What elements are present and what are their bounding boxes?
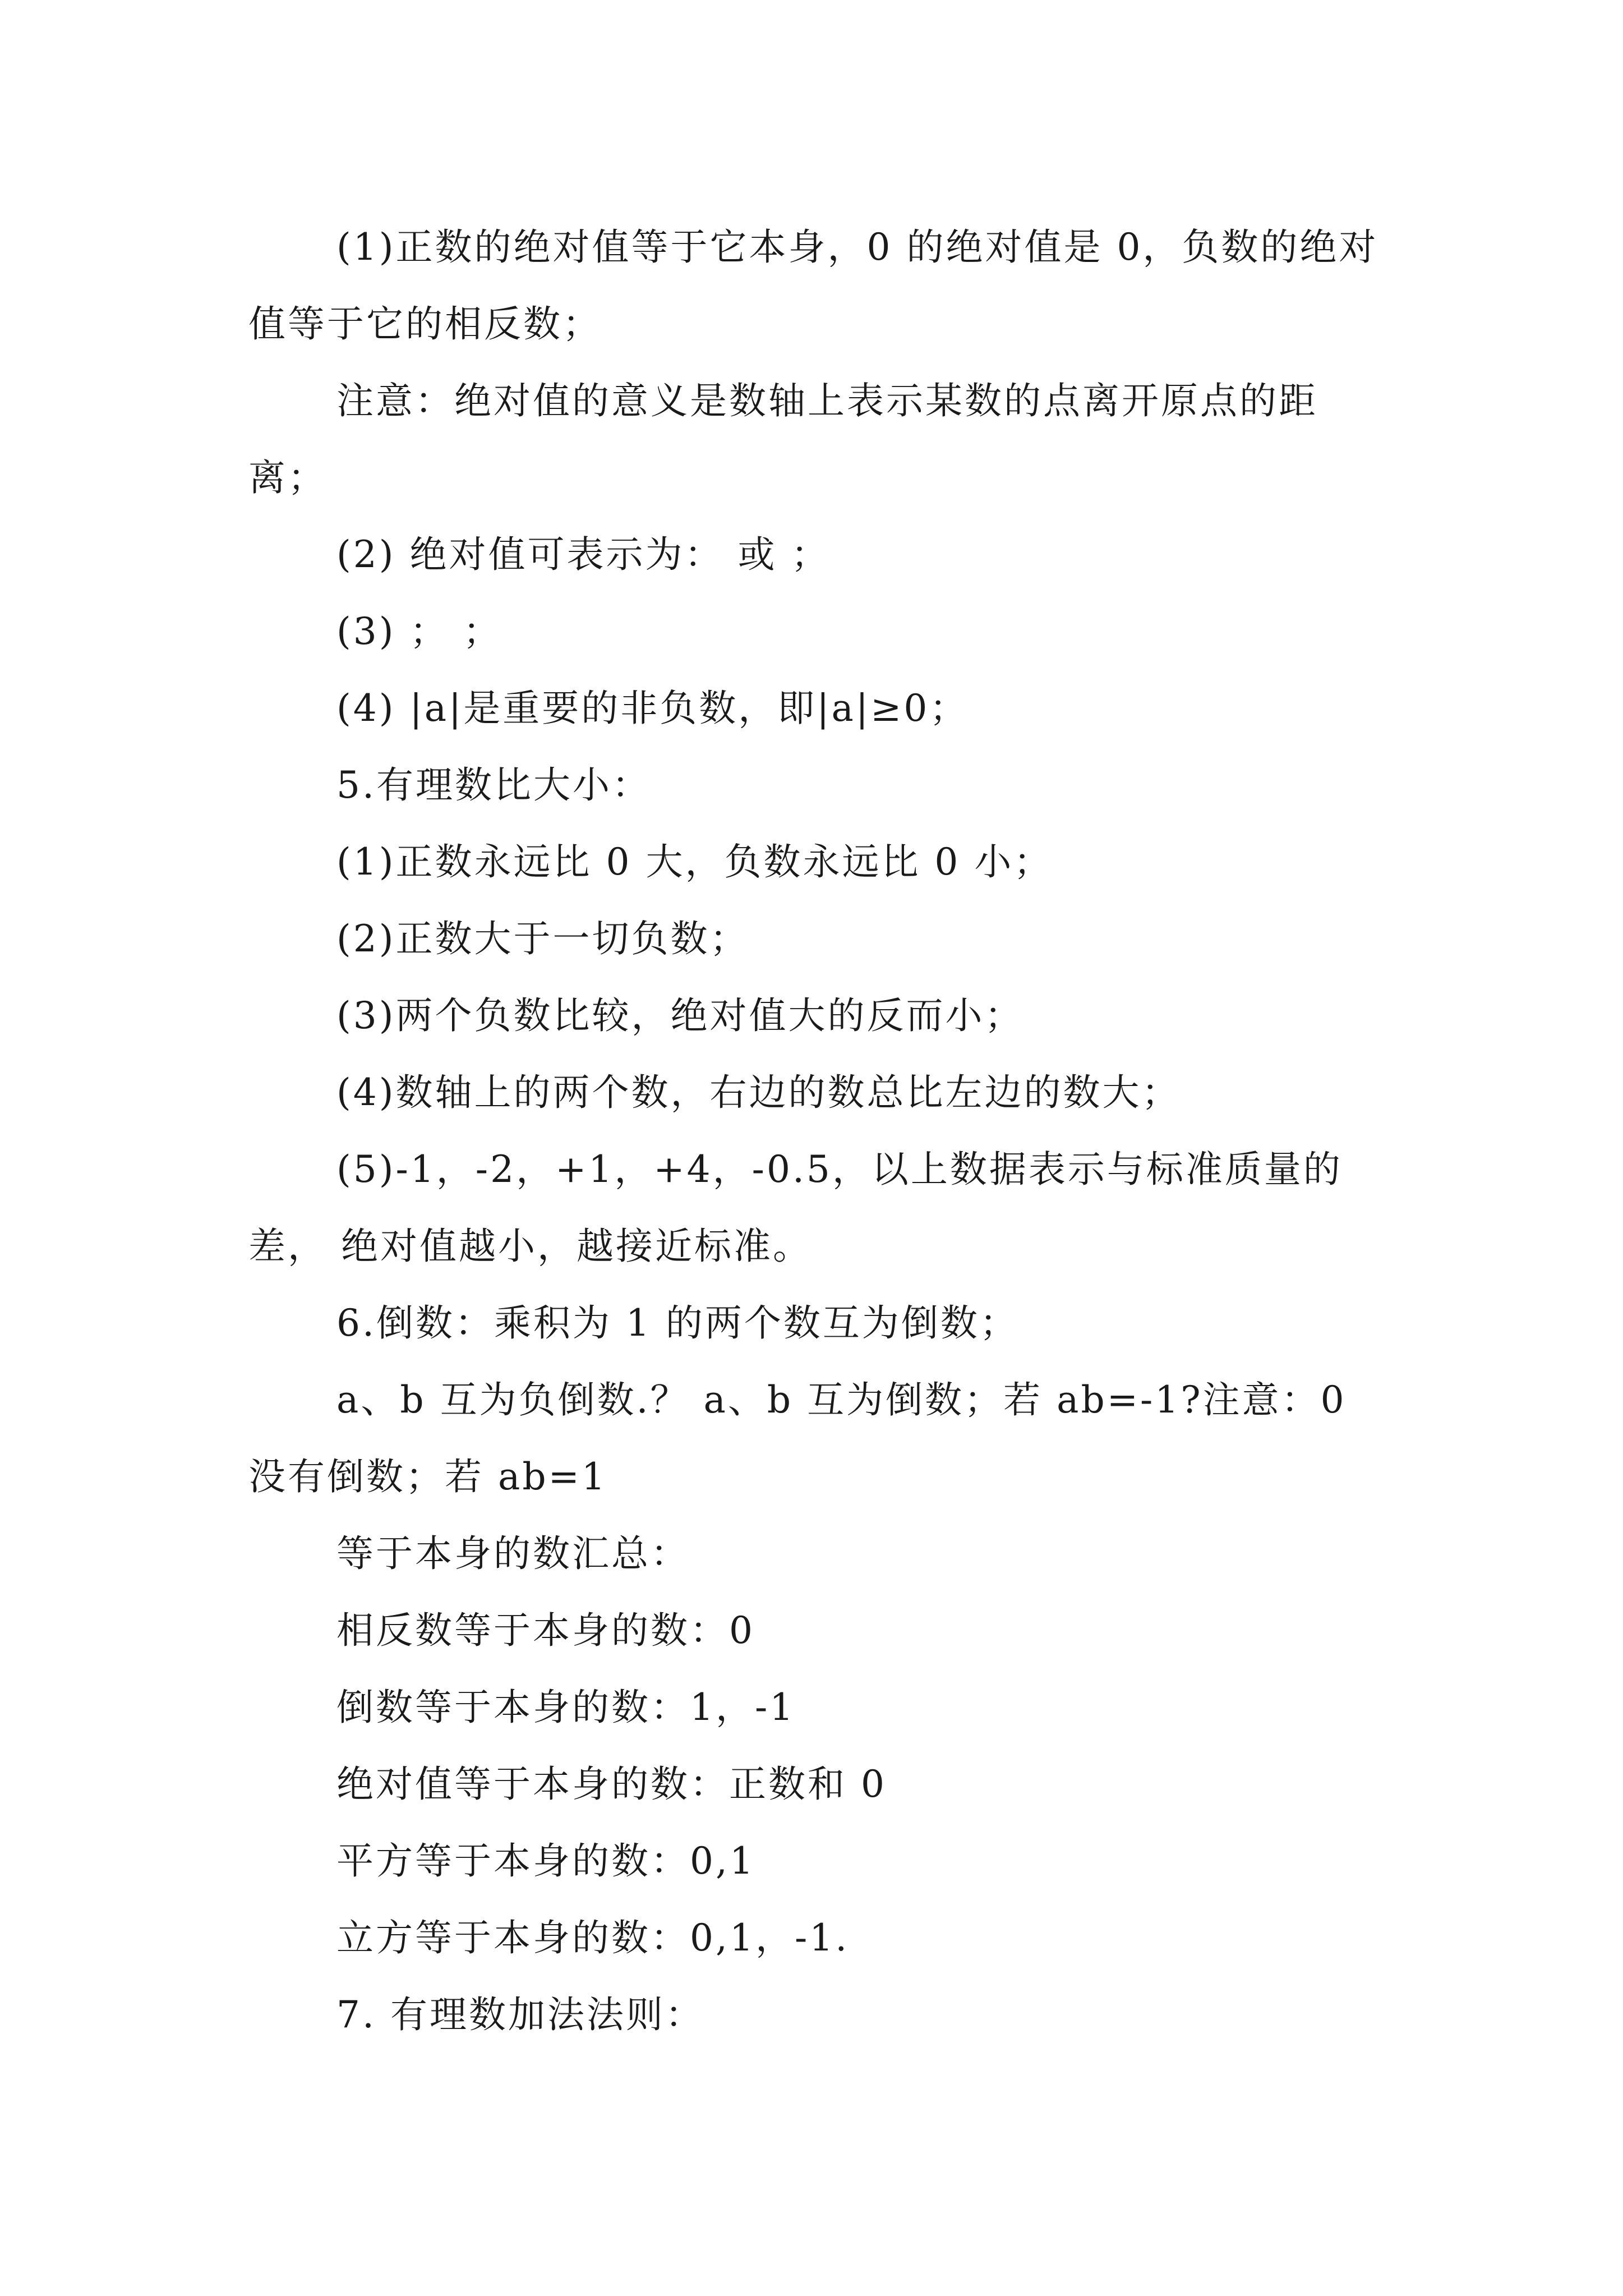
paragraph-abs-value-expression: (2) 绝对值可表示为： 或 ；	[336, 533, 831, 576]
section-heading-reciprocal: 6.倒数：乘积为 1 的两个数互为倒数；	[336, 1301, 1019, 1345]
paragraph-summary-heading: 等于本身的数汇总：	[336, 1532, 690, 1575]
paragraph-summary-opposite: 相反数等于本身的数：0	[336, 1609, 755, 1652]
section-heading-addition: 7. 有理数加法法则：	[336, 1993, 704, 2036]
document-body	[248, 209, 1387, 2053]
paragraph-abs-value-rule: (1)正数的绝对值等于它本身，0 的绝对值是 0，负数的绝对值等于它的相反数；	[248, 226, 1378, 346]
paragraph-compare-4: (4)数轴上的两个数，右边的数总比左边的数大；	[336, 1071, 1181, 1114]
paragraph-nonnegative: (4) |a|是重要的非负数，即|a|≥0；	[336, 687, 969, 730]
paragraph-compare-2: (2)正数大于一切负数；	[336, 917, 749, 960]
paragraph-summary-reciprocal: 倒数等于本身的数：1，-1	[336, 1686, 796, 1729]
paragraph-reciprocal-note: a、b 互为负倒数.？ a、b 互为倒数；若 ab=-1?注意：0 没有倒数；若 ab=1	[248, 1378, 1361, 1498]
section-heading-compare: 5.有理数比大小：	[336, 763, 651, 807]
paragraph-compare-5: (5)-1，-2，+1，+4，-0.5，以上数据表示与标准质量的差， 绝对值越小，越接近标准。	[248, 1148, 1343, 1268]
paragraph-summary-absolute: 绝对值等于本身的数：正数和 0	[336, 1763, 887, 1806]
paragraph-summary-square: 平方等于本身的数：0,1	[336, 1839, 755, 1883]
paragraph-item-3: (3) ； ；	[336, 610, 502, 653]
paragraph-summary-cube: 立方等于本身的数：0,1，-1.	[336, 1916, 850, 1959]
paragraph-abs-value-note: 注意：绝对值的意义是数轴上表示某数的点离开原点的距离；	[248, 379, 1318, 499]
paragraph-compare-1: (1)正数永远比 0 大，负数永远比 0 小；	[336, 840, 1053, 884]
paragraph-compare-3: (3)两个负数比较，绝对值大的反而小；	[336, 994, 1024, 1037]
